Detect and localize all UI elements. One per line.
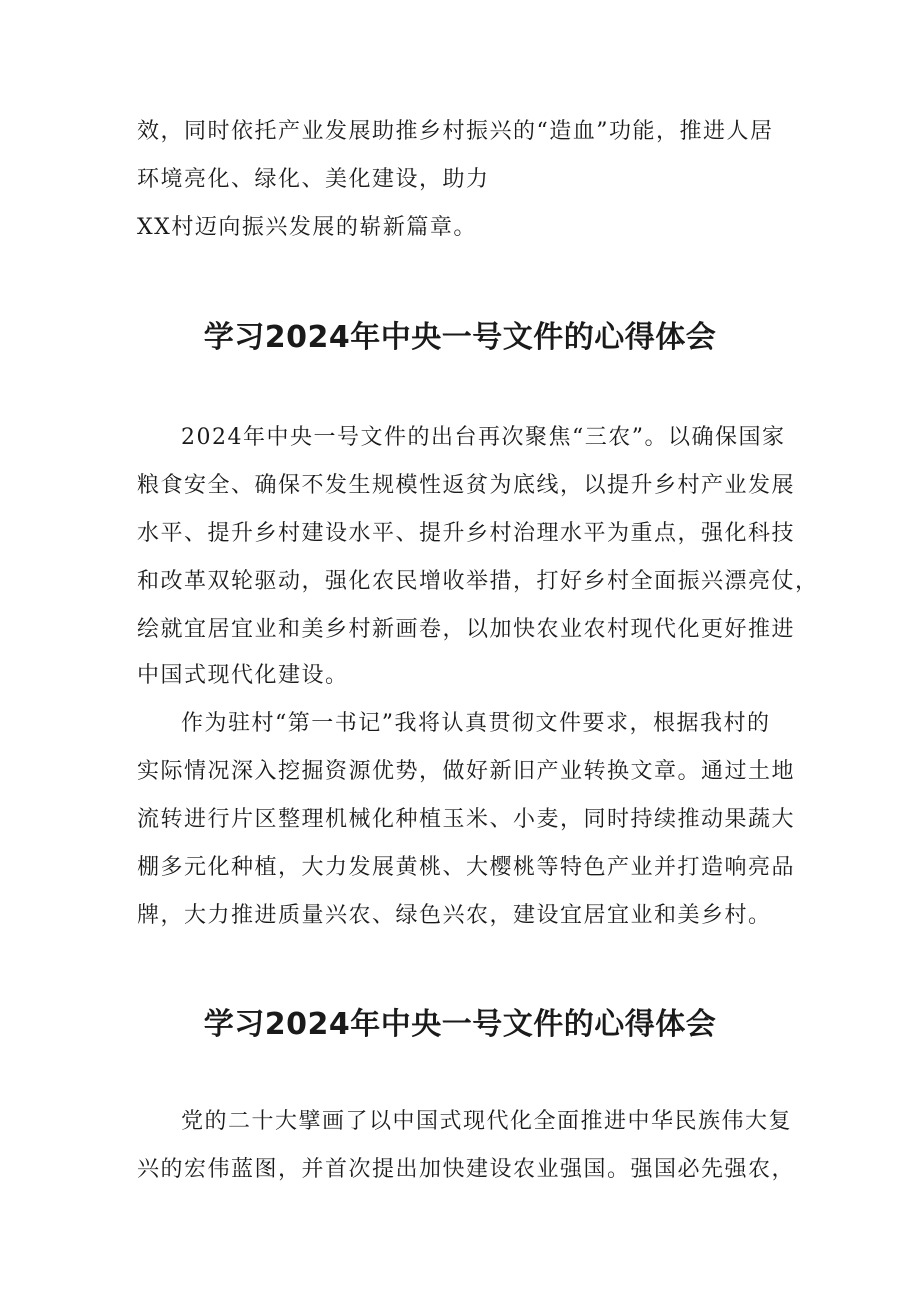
- s1-p2-line-4: 棚多元化种植，大力发展黄桃、大樱桃等特色产业并打造响亮品: [137, 855, 796, 880]
- section-1-title: 学习2024年中央一号文件的心得体会: [203, 320, 717, 355]
- s1-p1-line-2: 粮食安全、确保不发生规模性返贫为底线，以提升乡村产业发展: [137, 473, 796, 498]
- fragment-line-3: XX村迈向振兴发展的崭新篇章。: [137, 215, 477, 240]
- s1-p1-line-4: 和改革双轮驱动，强化农民增收举措，打好乡村全面振兴漂亮仗，: [137, 569, 819, 594]
- section-2-title: 学习2024年中央一号文件的心得体会: [203, 1007, 717, 1042]
- s2-p1-line-2: 兴的宏伟蓝图，并首次提出加快建设农业强国。强国必先强农，: [137, 1157, 796, 1182]
- s1-p2-line-5: 牌，大力推进质量兴农、绿色兴农，建设宜居宜业和美乡村。: [137, 903, 772, 928]
- s2-p1-line-1: 党的二十大擘画了以中国式现代化全面推进中华民族伟大复: [181, 1109, 793, 1134]
- s1-p1-line-1: 2024年中央一号文件的出台再次聚焦“三农”。以确保国家: [181, 425, 786, 450]
- s1-p2-line-2: 实际情况深入挖掘资源优势，做好新旧产业转换文章。通过土地: [137, 759, 796, 784]
- s1-p2-line-1: 作为驻村“第一书记”我将认真贯彻文件要求，根据我村的: [181, 711, 771, 736]
- s1-p2-line-3: 流转进行片区整理机械化种植玉米、小麦，同时持续推动果蔬大: [137, 807, 796, 832]
- s1-p1-line-3: 水平、提升乡村建设水平、提升乡村治理水平为重点，强化科技: [137, 521, 796, 546]
- s1-p1-line-5: 绘就宜居宜业和美乡村新画卷，以加快农业农村现代化更好推进: [137, 617, 796, 642]
- fragment-line-2: 环境亮化、绿化、美化建设，助力: [137, 167, 490, 192]
- s1-p1-line-6: 中国式现代化建设。: [137, 663, 349, 688]
- fragment-line-1: 效，同时依托产业发展助推乡村振兴的“造血”功能，推进人居: [137, 119, 774, 144]
